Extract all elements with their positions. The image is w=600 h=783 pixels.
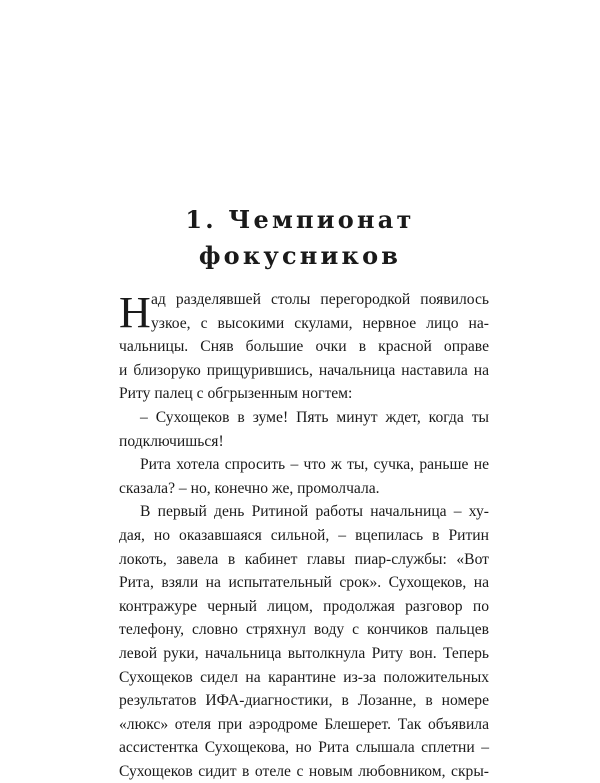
text-line-14: контражуре черный лицом, продолжая разговор по [119,597,489,615]
text-line-10: В первый день Ритиной работы начальница – ху- [140,503,489,521]
chapter-body [119,288,489,783]
text-line-3: чальницы. Сняв большие очки в красной оправе [119,338,489,356]
text-line-13: Рита, взяли на испытательный срок». Сухощеков, на [119,574,489,592]
text-line-18: результатов ИФА-диагностики, в Лозанне, в номере [119,692,489,710]
chapter-title [90,202,510,274]
text-line-1: ад разделявшей столы перегородкой появилось [151,291,489,308]
text-line-16: левой руки, начальница вытолкнула Риту вон. Теперь [119,644,489,662]
text-line-2: узкое, с высокими скулами, нервное лицо на- [151,314,489,332]
text-line-21: Сухощеков сидит в отеле с новым любовником, скры- [119,762,489,780]
text-line-6: – Сухощеков в зуме! Пять минут ждет, когда ты [140,408,489,426]
text-line-20: ассистентка Сухощекова, но Рита слышала сплетни – [119,739,489,757]
text-line-11: дая, но оказавшаяся сильной, – вцепилась в Ритин [119,526,489,544]
chapter-title-line-1: 1. Чемпионат [185,205,415,234]
text-line-9: сказала? – но, конечно же, промолчала. [119,479,380,497]
text-line-17: Сухощеков сидел на карантине из-за положительных [119,668,489,686]
text-line-5: Риту палец с обгрызенным ногтем: [119,385,353,403]
drop-cap-letter: Н [119,288,151,337]
text-line-12: локоть, завела в кабинет главы пиар-службы: «Вот [119,550,489,568]
text-line-4: и близоруко прищурившись, начальница наставила на [119,361,489,379]
text-line-7: подключишься! [119,432,224,450]
text-line-15: телефону, словно стряхнул воду с кончиков пальцев [119,621,489,639]
text-line-8: Рита хотела спросить – что ж ты, сучка, раньше не [140,456,489,474]
text-line-19: «люкс» отеля при аэродроме Блешерет. Так объявила [119,715,489,733]
chapter-title-line-2: фокусников [198,241,402,270]
